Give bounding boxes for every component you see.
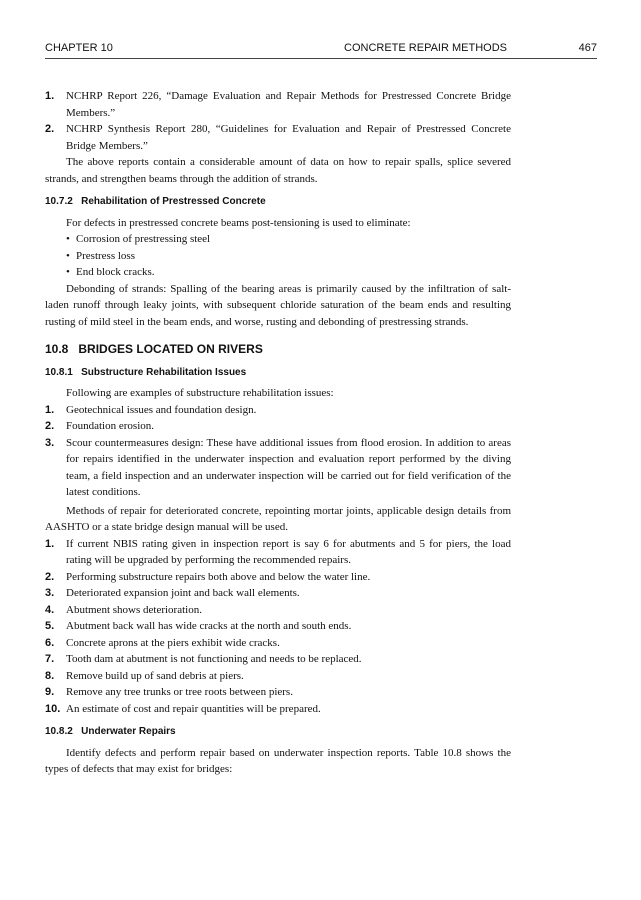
list-item: 10. An estimate of cost and repair quantities will be prepared. bbox=[45, 702, 321, 715]
list-item: 6. Concrete aprons at the piers exhibit wide cracks. bbox=[45, 636, 280, 649]
paragraph: Identify defects and perform repair based on underwater inspection reports. Table 10.8 shows the types of defects that may exist for bridges: bbox=[45, 746, 511, 775]
chapter-label: CHAPTER 10 bbox=[45, 42, 113, 54]
chapter-title: CONCRETE REPAIR METHODS bbox=[344, 42, 507, 54]
bullet-item: • Corrosion of prestressing steel bbox=[66, 233, 211, 245]
list-item: 2. NCHRP Synthesis Report 280, “Guidelines for Evaluation and Repair of Prestressed Concrete Bridge Members.” bbox=[45, 123, 511, 152]
header-rule bbox=[45, 58, 597, 59]
list-item: 8. Remove build up of sand debris at piers. bbox=[45, 669, 244, 682]
page-number: 467 bbox=[578, 42, 597, 54]
list-item: 5. Abutment back wall has wide cracks at the north and south ends. bbox=[45, 620, 352, 632]
list-item: 3. Deteriorated expansion joint and back wall elements. bbox=[45, 587, 300, 599]
running-header bbox=[45, 42, 597, 58]
list-item: 2. Foundation erosion. bbox=[45, 420, 154, 432]
section-heading-10-7-2: 10.7.2 Rehabilitation of Prestressed Concrete bbox=[45, 196, 266, 207]
section-heading-10-8-1: 10.8.1 Substructure Rehabilitation Issues bbox=[45, 366, 247, 378]
list-item: 1. Geotechnical issues and foundation design. bbox=[45, 403, 257, 416]
list-item: 9. Remove any tree trunks or tree roots between piers. bbox=[45, 686, 293, 698]
paragraph: Methods of repair for deteriorated concrete, repointing mortar joints, applicable design details from AASHTO or a state bridge design manual will be used. bbox=[45, 504, 511, 533]
list-item: 1. NCHRP Report 226, “Damage Evaluation and Repair Methods for Prestressed Concrete Bridge Members.” bbox=[45, 90, 511, 119]
page-body bbox=[45, 88, 511, 778]
list-item: 3. Scour countermeasures design: These have additional issues from flood erosion. In addition to areas for repairs identified in the underwater inspection and evaluation report performed by the diving team, a field inspection and an underwater inspection will be carried out for field verification of the latest conditions. bbox=[45, 436, 511, 498]
paragraph: For defects in prestressed concrete beams post-tensioning is used to eliminate: bbox=[66, 216, 411, 229]
bullet-item: • End block cracks. bbox=[66, 266, 155, 278]
section-heading-10-8: 10.8 BRIDGES LOCATED ON RIVERS bbox=[45, 342, 263, 356]
paragraph: Following are examples of substructure rehabilitation issues: bbox=[66, 387, 334, 399]
bullet-item: • Prestress loss bbox=[66, 249, 135, 262]
list-item: 2. Performing substructure repairs both above and below the water line. bbox=[45, 570, 371, 583]
section-heading-10-8-2: 10.8.2 Underwater Repairs bbox=[45, 726, 176, 737]
paragraph: The above reports contain a considerable amount of data on how to repair spalls, splice severed strands, and strengthen beams through the addition of strands. bbox=[45, 156, 511, 185]
list-item: 1. If current NBIS rating given in inspection report is say 6 for abutments and 5 for piers, the load rating will be upgraded by performing the recommended repairs. bbox=[45, 537, 511, 566]
list-item: 4. Abutment shows deterioration. bbox=[45, 603, 202, 616]
list-item: 7. Tooth dam at abutment is not functioning and needs to be replaced. bbox=[45, 653, 362, 665]
paragraph: Debonding of strands: Spalling of the bearing areas is primarily caused by the infiltration of salt-laden runoff through leaky joints, with subsequent chloride saturation of the beam ends and resulting rusting of mild steel in the beam ends, and worse, rusting and debonding of prestressing strands. bbox=[45, 282, 511, 328]
